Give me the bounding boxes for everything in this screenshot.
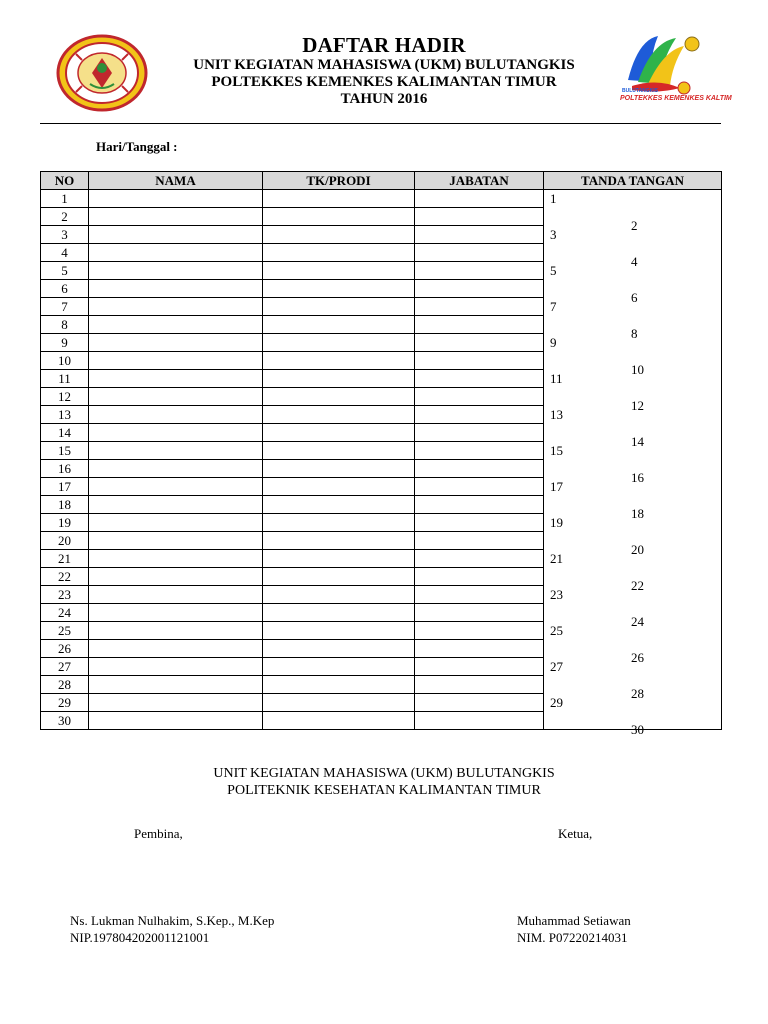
header-line-2: POLTEKKES KEMENKES KALIMANTAN TIMUR <box>211 74 557 90</box>
tanda-tangan-cell[interactable] <box>544 712 722 737</box>
tanda-tangan-cell[interactable] <box>544 658 722 676</box>
tanda-tangan-cell[interactable] <box>544 352 722 377</box>
header-tanda-tangan: TANDA TANGAN <box>544 172 722 190</box>
table-row <box>41 496 722 514</box>
tanda-tangan-cell[interactable] <box>544 550 722 568</box>
nama-cell[interactable] <box>89 316 263 334</box>
tanda-tangan-cell[interactable] <box>544 244 722 269</box>
jabatan-cell[interactable] <box>415 316 544 334</box>
row-number: 29 <box>41 694 89 712</box>
row-number: 26 <box>41 640 89 658</box>
tanda-tangan-cell[interactable] <box>544 604 722 629</box>
row-number: 18 <box>41 496 89 514</box>
signature-number: 8 <box>631 325 638 341</box>
tanda-tangan-cell[interactable] <box>544 388 722 413</box>
signature-number: 28 <box>631 685 644 701</box>
tk-prodi-cell[interactable] <box>263 514 415 532</box>
signature-number: 11 <box>550 370 563 386</box>
tk-prodi-cell[interactable] <box>263 298 415 316</box>
tk-prodi-cell[interactable] <box>263 712 415 730</box>
row-number: 20 <box>41 532 89 550</box>
signature-number: 22 <box>631 577 644 593</box>
tk-prodi-cell[interactable] <box>263 388 415 406</box>
table-row <box>41 568 722 586</box>
jabatan-cell[interactable] <box>415 424 544 442</box>
nama-cell[interactable] <box>89 694 263 712</box>
pembina-name: Ns. Lukman Nulhakim, S.Kep., M.Kep <box>70 913 275 928</box>
nama-cell[interactable] <box>89 460 263 478</box>
tk-prodi-cell[interactable] <box>263 604 415 622</box>
tk-prodi-cell[interactable] <box>263 190 415 208</box>
tk-prodi-cell[interactable] <box>263 622 415 640</box>
nama-cell[interactable] <box>89 208 263 226</box>
tanda-tangan-cell[interactable] <box>544 370 722 388</box>
header-line-1: UNIT KEGIATAN MAHASISWA (UKM) BULUTANGKIS <box>193 57 575 73</box>
nama-cell[interactable] <box>89 640 263 658</box>
nama-cell[interactable] <box>89 388 263 406</box>
row-number: 14 <box>41 424 89 442</box>
tk-prodi-cell[interactable] <box>263 244 415 262</box>
jabatan-cell[interactable] <box>415 532 544 550</box>
jabatan-cell[interactable] <box>415 190 544 208</box>
jabatan-cell[interactable] <box>415 550 544 568</box>
signature-number: 26 <box>631 649 644 665</box>
row-number: 9 <box>41 334 89 352</box>
header-no: NO <box>41 172 89 190</box>
ketua-label: Ketua, <box>558 826 593 841</box>
nama-cell[interactable] <box>89 406 263 424</box>
table-row <box>41 442 722 460</box>
signature-number: 14 <box>631 433 644 449</box>
ketua-nim: NIM. P07220214031 <box>517 930 628 945</box>
tanda-tangan-cell[interactable] <box>544 280 722 305</box>
signature-number: 17 <box>550 478 563 494</box>
ketua-name: Muhammad Setiawan <box>517 913 631 928</box>
signature-number: 9 <box>550 334 557 350</box>
signature-number: 24 <box>631 613 644 629</box>
row-number: 16 <box>41 460 89 478</box>
row-number: 19 <box>41 514 89 532</box>
nama-cell[interactable] <box>89 622 263 640</box>
tk-prodi-cell[interactable] <box>263 586 415 604</box>
table-row <box>41 352 722 370</box>
nama-cell[interactable] <box>89 262 263 280</box>
jabatan-cell[interactable] <box>415 298 544 316</box>
nama-cell[interactable] <box>89 496 263 514</box>
row-number: 1 <box>41 190 89 208</box>
table-row <box>41 226 722 244</box>
nama-cell[interactable] <box>89 604 263 622</box>
row-number: 3 <box>41 226 89 244</box>
nama-cell[interactable] <box>89 550 263 568</box>
tk-prodi-cell[interactable] <box>263 262 415 280</box>
table-row <box>41 532 722 550</box>
tanda-tangan-cell[interactable] <box>544 586 722 604</box>
table-row <box>41 208 722 226</box>
table-header-row <box>41 172 722 190</box>
footer-line-2: POLITEKNIK KESEHATAN KALIMANTAN TIMUR <box>227 783 541 798</box>
tanda-tangan-cell[interactable] <box>544 442 722 460</box>
tk-prodi-cell[interactable] <box>263 658 415 676</box>
tanda-tangan-cell[interactable] <box>544 478 722 496</box>
nama-cell[interactable] <box>89 676 263 694</box>
tanda-tangan-cell[interactable] <box>544 694 722 712</box>
nama-cell[interactable] <box>89 586 263 604</box>
tanda-tangan-cell[interactable] <box>544 676 722 701</box>
row-number: 30 <box>41 712 89 730</box>
row-number: 5 <box>41 262 89 280</box>
tanda-tangan-cell[interactable] <box>544 406 722 424</box>
tanda-tangan-cell[interactable] <box>544 190 722 208</box>
ukm-badminton-logo <box>618 30 732 110</box>
signature-number: 12 <box>631 397 644 413</box>
nama-cell[interactable] <box>89 658 263 676</box>
signature-number: 29 <box>550 694 563 710</box>
jabatan-cell[interactable] <box>415 388 544 406</box>
tk-prodi-cell[interactable] <box>263 676 415 694</box>
tk-prodi-cell[interactable] <box>263 316 415 334</box>
row-number: 24 <box>41 604 89 622</box>
signature-number: 10 <box>631 361 644 377</box>
signature-number: 3 <box>550 226 557 242</box>
header-jabatan: JABATAN <box>415 172 544 190</box>
table-row <box>41 586 722 604</box>
tk-prodi-cell[interactable] <box>263 460 415 478</box>
table-row <box>41 280 722 298</box>
tk-prodi-cell[interactable] <box>263 640 415 658</box>
tanda-tangan-cell[interactable] <box>544 208 722 233</box>
header-line-3: TAHUN 2016 <box>340 91 428 107</box>
nama-cell[interactable] <box>89 334 263 352</box>
row-number: 10 <box>41 352 89 370</box>
table-row <box>41 316 722 334</box>
jabatan-cell[interactable] <box>415 604 544 622</box>
jabatan-cell[interactable] <box>415 712 544 730</box>
pembina-label: Pembina, <box>134 826 183 841</box>
table-row <box>41 262 722 280</box>
tanda-tangan-cell[interactable] <box>544 460 722 485</box>
row-number: 11 <box>41 370 89 388</box>
table-row <box>41 478 722 496</box>
signature-number: 23 <box>550 586 563 602</box>
tanda-tangan-cell[interactable] <box>544 568 722 593</box>
signature-number: 16 <box>631 469 644 485</box>
nama-cell[interactable] <box>89 280 263 298</box>
tanda-tangan-cell[interactable] <box>544 298 722 316</box>
signature-number: 5 <box>550 262 557 278</box>
footer-line-1: UNIT KEGIATAN MAHASISWA (UKM) BULUTANGKIS <box>213 766 555 781</box>
nama-cell[interactable] <box>89 712 263 730</box>
tanda-tangan-cell[interactable] <box>544 514 722 532</box>
row-number: 4 <box>41 244 89 262</box>
row-number: 21 <box>41 550 89 568</box>
jabatan-cell[interactable] <box>415 442 544 460</box>
tk-prodi-cell[interactable] <box>263 568 415 586</box>
signature-number: 13 <box>550 406 563 422</box>
tanda-tangan-cell[interactable] <box>544 496 722 521</box>
table-row <box>41 694 722 712</box>
table-row <box>41 622 722 640</box>
header-tk-prodi: TK/PRODI <box>263 172 415 190</box>
tanda-tangan-cell[interactable] <box>544 532 722 557</box>
tk-prodi-cell[interactable] <box>263 352 415 370</box>
jabatan-cell[interactable] <box>415 568 544 586</box>
hari-tanggal-label: Hari/Tanggal : <box>96 139 178 154</box>
jabatan-cell[interactable] <box>415 406 544 424</box>
signature-number: 27 <box>550 658 563 674</box>
table-row <box>41 244 722 262</box>
table-row <box>41 190 722 208</box>
tk-prodi-cell[interactable] <box>263 496 415 514</box>
row-number: 7 <box>41 298 89 316</box>
jabatan-cell[interactable] <box>415 262 544 280</box>
tanda-tangan-cell[interactable] <box>544 226 722 244</box>
tanda-tangan-cell[interactable] <box>544 424 722 449</box>
row-number: 6 <box>41 280 89 298</box>
logo-small-text: BULUTANGKIS <box>622 88 659 94</box>
tk-prodi-cell[interactable] <box>263 478 415 496</box>
nama-cell[interactable] <box>89 244 263 262</box>
table-row <box>41 424 722 442</box>
table-row <box>41 604 722 622</box>
signature-number: 2 <box>631 217 638 233</box>
table-row <box>41 388 722 406</box>
row-number: 17 <box>41 478 89 496</box>
tk-prodi-cell[interactable] <box>263 370 415 388</box>
tk-prodi-cell[interactable] <box>263 280 415 298</box>
table-row <box>41 460 722 478</box>
nama-cell[interactable] <box>89 442 263 460</box>
signature-number: 25 <box>550 622 563 638</box>
jabatan-cell[interactable] <box>415 640 544 658</box>
signature-number: 15 <box>550 442 563 458</box>
table-row <box>41 298 722 316</box>
row-number: 13 <box>41 406 89 424</box>
tanda-tangan-cell[interactable] <box>544 334 722 352</box>
table-row <box>41 658 722 676</box>
signature-number: 1 <box>550 191 557 206</box>
tanda-tangan-cell[interactable] <box>544 316 722 341</box>
tk-prodi-cell[interactable] <box>263 406 415 424</box>
nama-cell[interactable] <box>89 190 263 208</box>
jabatan-cell[interactable] <box>415 676 544 694</box>
nama-cell[interactable] <box>89 226 263 244</box>
tk-prodi-cell[interactable] <box>263 424 415 442</box>
signature-number: 20 <box>631 541 644 557</box>
signature-number: 19 <box>550 514 563 530</box>
nama-cell[interactable] <box>89 352 263 370</box>
tanda-tangan-cell[interactable] <box>544 622 722 640</box>
document-title: DAFTAR HADIR <box>302 33 466 57</box>
tanda-tangan-cell[interactable] <box>544 640 722 665</box>
table-row <box>41 514 722 532</box>
row-number: 12 <box>41 388 89 406</box>
table-row <box>41 712 722 730</box>
table-row <box>41 406 722 424</box>
logo-text: POLTEKKES KEMENKES KALTIM <box>620 95 732 102</box>
tk-prodi-cell[interactable] <box>263 208 415 226</box>
tk-prodi-cell[interactable] <box>263 694 415 712</box>
row-number: 8 <box>41 316 89 334</box>
jabatan-cell[interactable] <box>415 496 544 514</box>
tk-prodi-cell[interactable] <box>263 334 415 352</box>
tk-prodi-cell[interactable] <box>263 226 415 244</box>
jabatan-cell[interactable] <box>415 208 544 226</box>
jabatan-cell[interactable] <box>415 658 544 676</box>
jabatan-cell[interactable] <box>415 352 544 370</box>
jabatan-cell[interactable] <box>415 334 544 352</box>
nama-cell[interactable] <box>89 298 263 316</box>
tk-prodi-cell[interactable] <box>263 550 415 568</box>
signature-number: 4 <box>631 253 638 269</box>
row-number: 25 <box>41 622 89 640</box>
tanda-tangan-cell[interactable] <box>544 262 722 280</box>
nama-cell[interactable] <box>89 568 263 586</box>
jabatan-cell[interactable] <box>415 244 544 262</box>
jabatan-cell[interactable] <box>415 586 544 604</box>
signature-number: 30 <box>631 721 644 737</box>
row-number: 22 <box>41 568 89 586</box>
table-row <box>41 676 722 694</box>
signature-number: 6 <box>631 289 638 305</box>
pembina-nip: NIP.197804202001121001 <box>70 930 210 945</box>
signature-number: 7 <box>550 298 557 314</box>
jabatan-cell[interactable] <box>415 694 544 712</box>
jabatan-cell[interactable] <box>415 280 544 298</box>
row-number: 28 <box>41 676 89 694</box>
table-row <box>41 640 722 658</box>
jabatan-cell[interactable] <box>415 370 544 388</box>
signature-number: 18 <box>631 505 644 521</box>
table-row <box>41 550 722 568</box>
tk-prodi-cell[interactable] <box>263 532 415 550</box>
table-row <box>41 334 722 352</box>
jabatan-cell[interactable] <box>415 622 544 640</box>
nama-cell[interactable] <box>89 514 263 532</box>
jabatan-cell[interactable] <box>415 226 544 244</box>
table-row <box>41 370 722 388</box>
nama-cell[interactable] <box>89 532 263 550</box>
row-number: 2 <box>41 208 89 226</box>
nama-cell[interactable] <box>89 370 263 388</box>
attendance-table <box>40 171 722 737</box>
nama-cell[interactable] <box>89 478 263 496</box>
jabatan-cell[interactable] <box>415 514 544 532</box>
jabatan-cell[interactable] <box>415 460 544 478</box>
row-number: 27 <box>41 658 89 676</box>
signature-number: 21 <box>550 550 563 566</box>
header-nama: NAMA <box>89 172 263 190</box>
row-number: 23 <box>41 586 89 604</box>
nama-cell[interactable] <box>89 424 263 442</box>
tk-prodi-cell[interactable] <box>263 442 415 460</box>
header-divider <box>40 123 721 124</box>
jabatan-cell[interactable] <box>415 478 544 496</box>
row-number: 15 <box>41 442 89 460</box>
